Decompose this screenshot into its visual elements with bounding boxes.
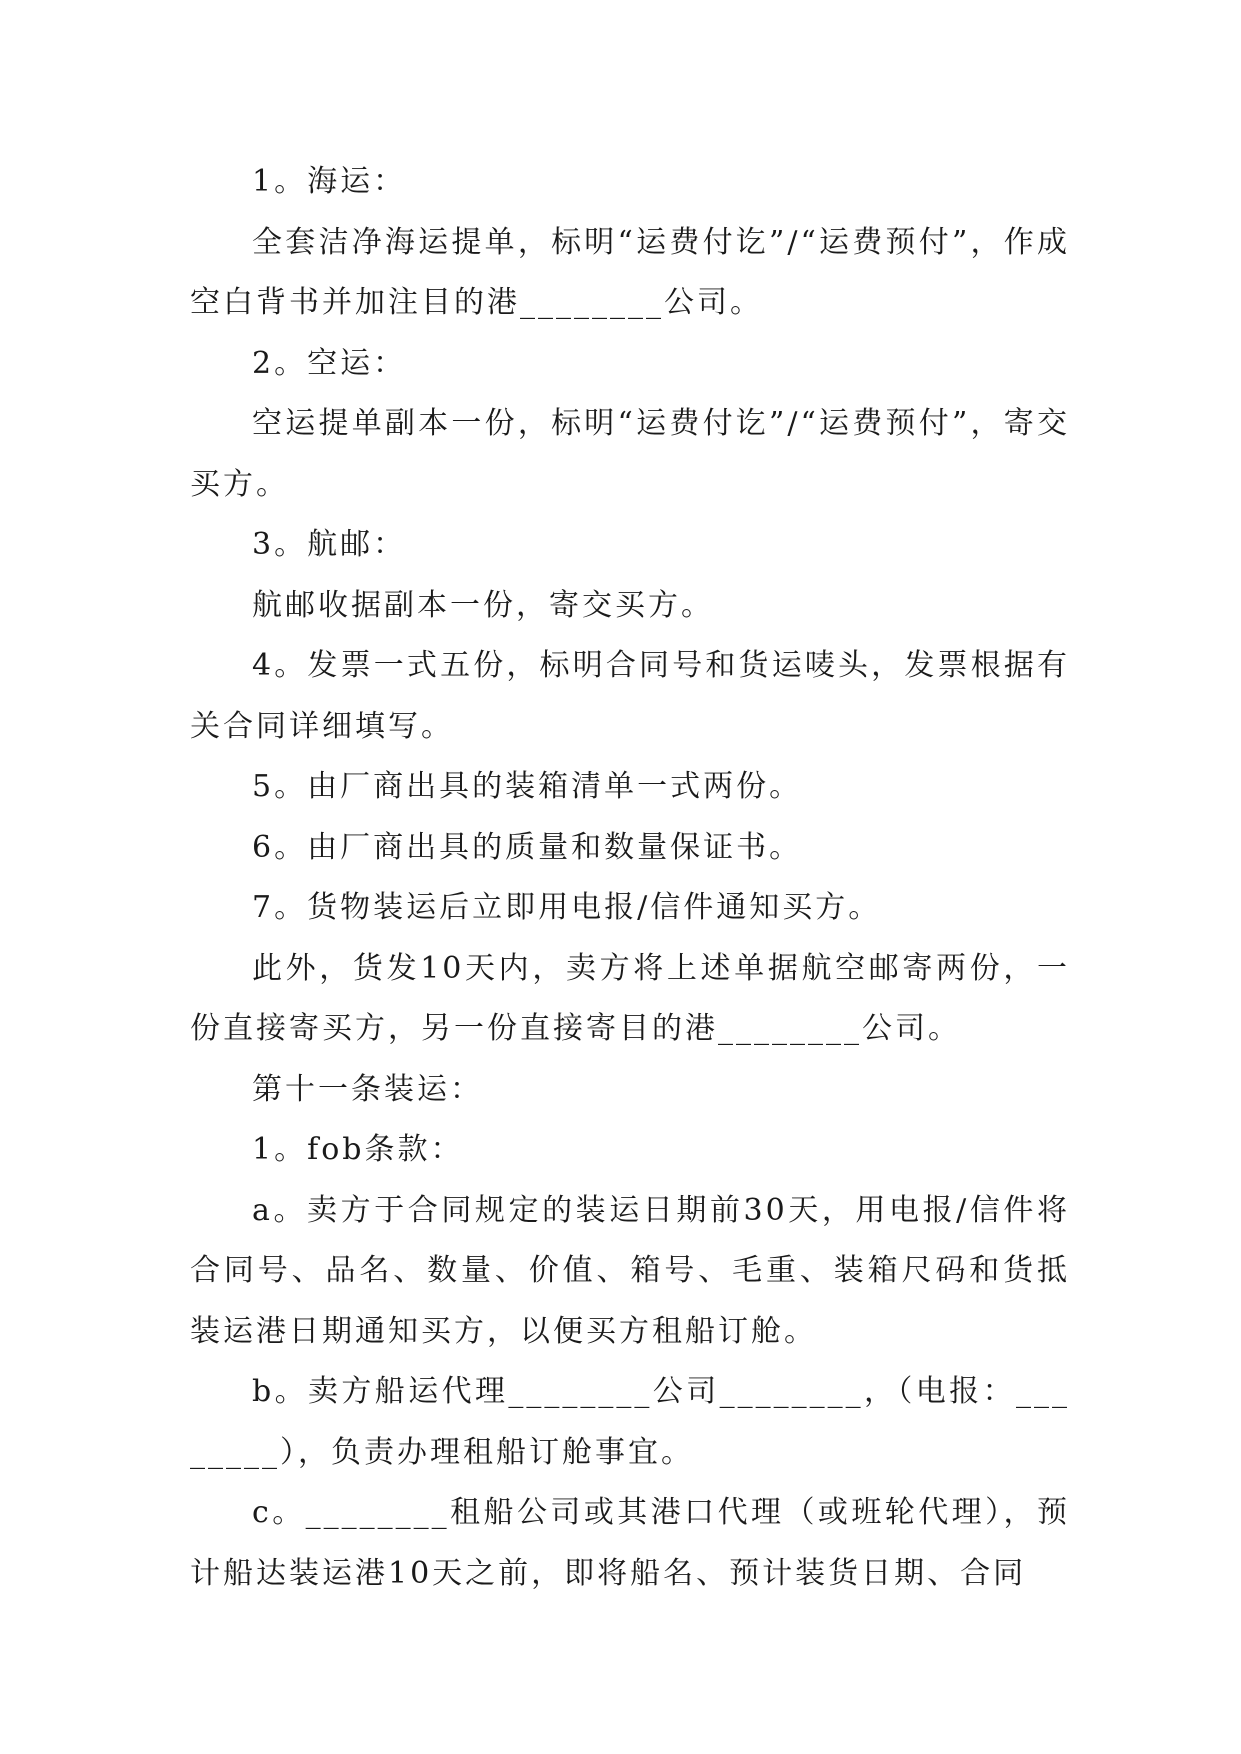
- paragraph-air-mail-heading: 3。航邮：: [252, 527, 407, 562]
- paragraph-fob-clause-b: b。卖方船运代理________公司________，（电报：________），负责办理租船订舱事宜。: [190, 1374, 1070, 1470]
- paragraph-air-transport-heading: 2。空运：: [252, 345, 407, 381]
- paragraph-fob-clause-c: c。________租船公司或其港口代理（或班轮代理），预计船达装运港10天之前，即将船名、预计装货日期、合同: [190, 1495, 1070, 1591]
- paragraph-article-eleven-heading: 第十一条装运：: [252, 1071, 483, 1107]
- paragraph-shipment-notice: 7。货物装运后立即用电报/信件通知买方。: [252, 890, 882, 925]
- paragraph-invoice: 4。发票一式五份，标明合同号和货运唛头，发票根据有关合同详细填写。: [190, 648, 1070, 744]
- paragraph-sea-bill-of-lading: 全套洁净海运提单，标明“运费付讫”/“运费预付”，作成空白背书并加注目的港________公司。: [190, 224, 1070, 320]
- paragraph-air-mail-receipt: 航邮收据副本一份，寄交买方。: [252, 587, 714, 623]
- paragraph-quality-certificate: 6。由厂商出具的质量和数量保证书。: [252, 829, 803, 865]
- paragraph-documents-mailing: 此外，货发10天内，卖方将上述单据航空邮寄两份，一份直接寄买方，另一份直接寄目的港________公司。: [190, 950, 1070, 1046]
- paragraph-fob-clause-a: a。卖方于合同规定的装运日期前30天，用电报/信件将合同号、品名、数量、价值、箱号、毛重、装箱尺码和货抵装运港日期通知买方，以便买方租船订舱。: [190, 1192, 1070, 1349]
- paragraph-air-waybill: 空运提单副本一份，标明“运费付讫”/“运费预付”，寄交买方。: [190, 406, 1070, 502]
- document-page: [190, 152, 1070, 1604]
- paragraph-packing-list: 5。由厂商出具的装箱清单一式两份。: [252, 769, 803, 804]
- paragraph-fob-terms-heading: 1。fob条款：: [252, 1132, 464, 1167]
- paragraph-sea-transport-heading: 1。海运：: [252, 164, 407, 199]
